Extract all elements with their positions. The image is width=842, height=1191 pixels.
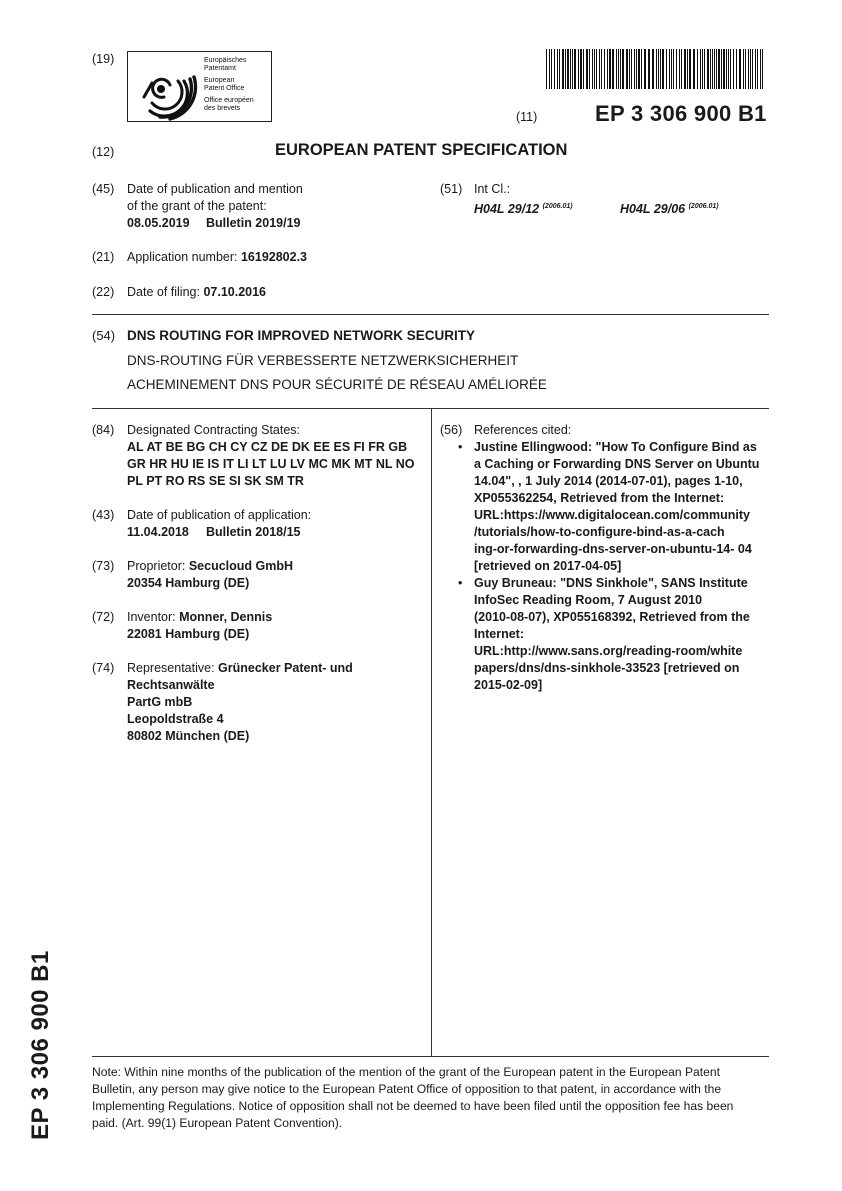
representative-label: Representative: bbox=[127, 661, 215, 675]
application-number bbox=[127, 249, 307, 266]
inid-code-56: (56) bbox=[440, 423, 463, 437]
inid-code-19: (19) bbox=[92, 52, 115, 66]
office-name-fr-1: Office européen bbox=[204, 97, 254, 104]
inid-code-11: (11) bbox=[516, 110, 538, 124]
grant-date: 08.05.2019 bbox=[127, 216, 190, 230]
inid-code-12: (12) bbox=[92, 145, 115, 159]
divider-top bbox=[92, 314, 769, 315]
column-divider bbox=[431, 408, 432, 1056]
ipc-class-1-version: (2006.01) bbox=[542, 203, 573, 210]
epo-logo bbox=[127, 51, 272, 122]
reference-2-line-3: (2010-08-07), XP055168392, Retrieved from the bbox=[474, 610, 750, 624]
inid-code-21: (21) bbox=[92, 250, 115, 264]
filing-date-value: 07.10.2016 bbox=[203, 285, 267, 299]
proprietor-label: Proprietor: bbox=[127, 559, 186, 573]
inid-code-72: (72) bbox=[92, 610, 115, 624]
representative-line-3: Leopoldstraße 4 bbox=[127, 712, 224, 726]
reference-1-line-3: 14.04", , 1 July 2014 (2014-07-01), pages 1-10, bbox=[474, 474, 743, 488]
reference-2-line-4: Internet: bbox=[474, 627, 524, 641]
publication-number: EP 3 306 900 B1 bbox=[595, 101, 767, 126]
proprietor-address: 20354 Hamburg (DE) bbox=[127, 576, 250, 590]
proprietor bbox=[127, 558, 293, 575]
document-type-title: EUROPEAN PATENT SPECIFICATION bbox=[275, 141, 568, 159]
title-french: ACHEMINEMENT DNS POUR SÉCURITÉ DE RÉSEAU AMÉLIORÉE bbox=[127, 377, 547, 392]
title-german: DNS-ROUTING FÜR VERBESSERTE NETZWERKSICHERHEIT bbox=[127, 353, 519, 368]
ipc-class-2-version: (2006.01) bbox=[688, 203, 719, 210]
barcode-icon bbox=[546, 49, 767, 89]
reference-1-line-2: a Caching or Forwarding DNS Server on Ubuntu bbox=[474, 457, 760, 471]
office-name-de-1: Europäisches bbox=[204, 57, 247, 64]
application-publication-bulletin: Bulletin 2018/15 bbox=[206, 525, 301, 539]
ipc-class-2 bbox=[620, 198, 719, 218]
ipc-class-1 bbox=[474, 198, 573, 218]
reference-2-line-6: papers/dns/dns-sinkhole-33523 [retrieved on bbox=[474, 661, 740, 675]
grant-mention-label-2: of the grant of the patent: bbox=[127, 199, 267, 213]
representative bbox=[127, 660, 353, 677]
application-number-label: Application number: bbox=[127, 250, 238, 264]
reference-1-line-7: ing-or-forwarding-dns-server-on-ubuntu-14- 04 bbox=[474, 542, 752, 556]
representative-name-1: Grünecker Patent- und bbox=[218, 661, 353, 675]
reference-2-line-7: 2015-02-09] bbox=[474, 678, 543, 692]
title-english: DNS ROUTING FOR IMPROVED NETWORK SECURITY bbox=[127, 328, 476, 343]
inid-code-73: (73) bbox=[92, 559, 115, 573]
inventor bbox=[127, 609, 272, 626]
office-name-en-1: European bbox=[204, 77, 235, 84]
ipc-class-1-code: H04L 29/12 bbox=[474, 202, 540, 216]
reference-1-line-1: Justine Ellingwood: "How To Configure Bind as bbox=[474, 440, 757, 454]
inid-code-74: (74) bbox=[92, 661, 115, 675]
inid-code-43: (43) bbox=[92, 508, 115, 522]
office-name-en-2: Patent Office bbox=[204, 85, 245, 92]
application-number-value: 16192802.3 bbox=[240, 250, 308, 264]
references-label: References cited: bbox=[474, 423, 572, 437]
inventor-name: Monner, Dennis bbox=[179, 610, 273, 624]
representative-line-1: Rechtsanwälte bbox=[127, 678, 215, 692]
grant-bulletin: Bulletin 2019/19 bbox=[206, 216, 301, 230]
designated-states-line-1: AL AT BE BG CH CY CZ DE DK EE ES FI FR GB bbox=[127, 440, 408, 454]
side-publication-number: EP 3 306 900 B1 bbox=[27, 950, 54, 1140]
inid-code-54: (54) bbox=[92, 328, 116, 343]
ipc-class-2-code: H04L 29/06 bbox=[620, 202, 686, 216]
reference-1-line-5: URL:https://www.digitalocean.com/community bbox=[474, 508, 750, 522]
inid-code-45: (45) bbox=[92, 182, 115, 196]
inventor-label: Inventor: bbox=[127, 610, 176, 624]
filing-date-label: Date of filing: bbox=[127, 285, 200, 299]
note-line-3: Implementing Regulations. Notice of opposition shall not be deemed to have been filed until the opposition fee has been bbox=[92, 1099, 734, 1113]
reference-1-line-4: XP055362254, Retrieved from the Internet: bbox=[474, 491, 725, 505]
designated-states-line-3: PL PT RO RS SE SI SK SM TR bbox=[127, 474, 304, 488]
inventor-address: 22081 Hamburg (DE) bbox=[127, 627, 250, 641]
office-name-de-2: Patentamt bbox=[204, 65, 236, 72]
int-cl-label: Int Cl.: bbox=[474, 182, 511, 196]
application-publication-label: Date of publication of application: bbox=[127, 508, 312, 522]
reference-1-bullet: • bbox=[458, 440, 463, 454]
reference-1-line-8: [retrieved on 2017-04-05] bbox=[474, 559, 622, 573]
representative-line-4: 80802 München (DE) bbox=[127, 729, 250, 743]
office-name-fr-2: des brevets bbox=[204, 105, 241, 112]
epo-emblem-icon bbox=[130, 53, 200, 122]
reference-2-line-2: InfoSec Reading Room, 7 August 2010 bbox=[474, 593, 703, 607]
inid-code-22: (22) bbox=[92, 285, 115, 299]
grant-mention-label-1: Date of publication and mention bbox=[127, 182, 303, 196]
note-line-2: Bulletin, any person may give notice to the European Patent Office of opposition to that patent, in accordance with the bbox=[92, 1082, 722, 1096]
note-line-1: Note: Within nine months of the publication of the mention of the grant of the European patent in the European Patent bbox=[92, 1065, 720, 1079]
reference-2-line-5: URL:http://www.sans.org/reading-room/white bbox=[474, 644, 743, 658]
divider-bottom bbox=[92, 1056, 769, 1057]
designated-states-label: Designated Contracting States: bbox=[127, 423, 301, 437]
reference-2-line-1: Guy Bruneau: "DNS Sinkhole", SANS Institute bbox=[474, 576, 748, 590]
inid-code-84: (84) bbox=[92, 423, 115, 437]
inid-code-51: (51) bbox=[440, 182, 463, 196]
designated-states-line-2: GR HR HU IE IS IT LI LT LU LV MC MK MT NL NO bbox=[127, 457, 415, 471]
reference-2-bullet: • bbox=[458, 576, 463, 590]
application-publication-date: 11.04.2018 bbox=[127, 525, 189, 539]
reference-1-line-6: /tutorials/how-to-configure-bind-as-a-cach bbox=[474, 525, 725, 539]
filing-date bbox=[127, 284, 266, 301]
note-line-4: paid. (Art. 99(1) European Patent Convention). bbox=[92, 1116, 343, 1130]
representative-line-2: PartG mbB bbox=[127, 695, 193, 709]
proprietor-name: Secucloud GmbH bbox=[188, 559, 294, 573]
